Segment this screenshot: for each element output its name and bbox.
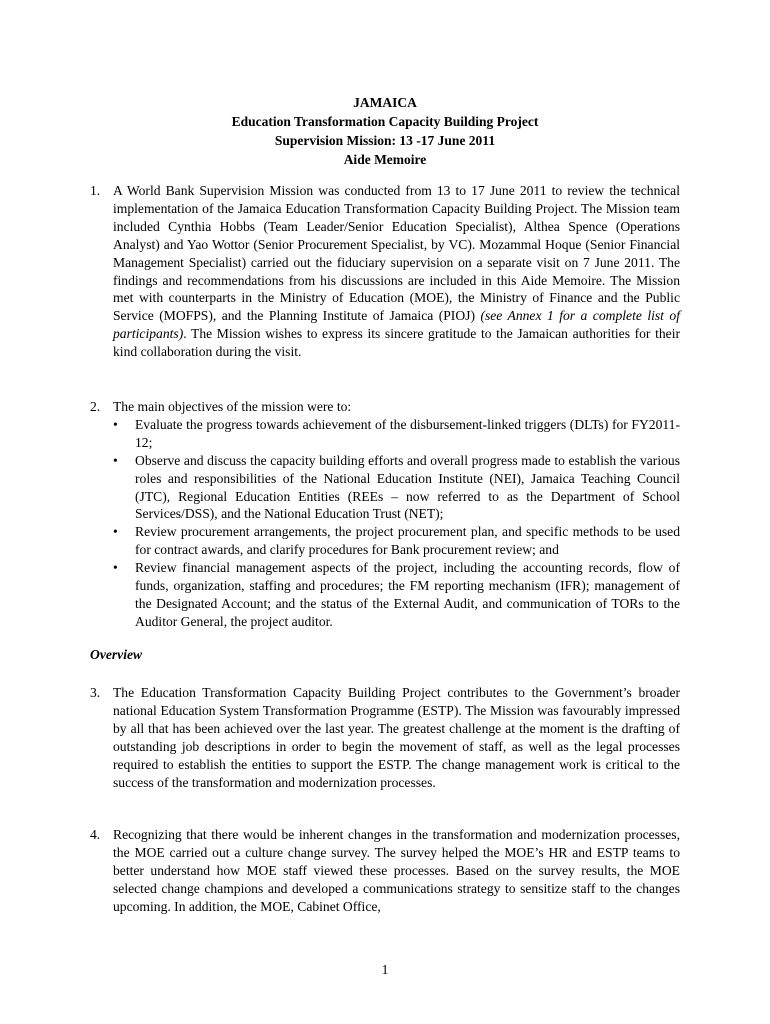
header-project-title: Education Transformation Capacity Building Project [231,114,539,129]
bullet-icon: • [113,560,118,576]
list-item: • Observe and discuss the capacity building efforts and overall progress made to establish the various roles and responsibilities of the National Education Institute (NEI), Jamaica Teaching Council (JTC), Regional Education Entities (REEs – now referred to as the Department of School Services/DSS), and the National Education Trust (NET); [113,452,680,522]
paragraph-number: 2. [90,399,101,414]
paragraph-text [113,182,680,361]
paragraph-intro: The main objectives of the mission were to: [113,399,352,414]
paragraph-text: Recognizing that there would be inherent changes in the transformation and modernization processes, the MOE carried out a culture change survey. The survey helped the MOE’s HR and ESTP teams to better understand how MOE staff viewed these processes. Based on the survey results, the MOE selected change champions and developed a communications strategy to sensitize staff to the changes upcoming. In addition, the MOE, Cabinet Office, [113,827,680,914]
list-item: • Evaluate the progress towards achievement of the disbursement-linked triggers (DLTs) for FY2011-12; [113,416,680,450]
header-country: JAMAICA [353,95,417,110]
annex-reference: (see Annex 1 for a complete list of participants) [113,308,680,342]
bullet-icon: • [113,452,118,468]
list-item: • Review financial management aspects of the project, including the accounting records, flow of funds, organization, staffing and procedures; the FM reporting mechanism (IFR); management of the Designated Account; and the status of the External Audit, and communication of TORs to the Auditor General, the project auditor. [113,560,680,629]
objectives-list [90,416,680,631]
document-header [0,93,770,169]
paragraph-3 [90,684,680,791]
section-heading-overview: Overview [90,647,143,662]
paragraph-text: The Education Transformation Capacity Building Project contributes to the Government’s broader national Education System Transformation Programme (ESTP). The Mission was favourably impressed by all that has been achieved over the last year. The greatest challenge at the moment is the drafting of outstanding job descriptions in order to begin the movement of staff, as well as the legal processes required to establish the entities to support the ESTP. The change management work is critical to the success of the transformation and modernization processes. [113,685,680,790]
paragraph-text-a: A World Bank Supervision Mission was conducted from 13 to 17 June 2011 to review the technical implementation of the Jamaica Education Transformation Capacity Building Project. The Mission team included Cynthia Hobbs (Team Leader/Senior Education Specialist), Althea Spence (Operations Analyst) and Yao Wottor (Senior Procurement Specialist, by VC). Mozammal Hoque (Senior Financial Management Specialist) carried out the fiduciary supervision on a separate visit on 7 June 2011. The findings and recommendations from his discussions are included in this Aide Memoire. The Mission met with counterparts in the Ministry of Education (MOE), the Ministry of Finance and the Public Service (MOFPS), and the Planning Institute of Jamaica (PIOJ) [113,183,680,324]
header-document-type: Aide Memoire [343,152,427,167]
paragraph-number: 1. [90,183,101,198]
paragraph-4 [90,826,680,916]
paragraph-1 [90,182,680,361]
paragraph-2 [90,398,680,631]
bullet-icon: • [113,524,118,540]
header-mission-dates: Supervision Mission: 13 -17 June 2011 [274,133,496,148]
page-number: 1 [381,962,389,977]
paragraph-number: 4. [90,827,101,842]
bullet-icon: • [113,416,118,432]
paragraph-text-b: . The Mission wishes to express its sincere gratitude to the Jamaican authorities for their kind collaboration during the visit. [113,326,680,360]
paragraph-number: 3. [90,685,101,700]
list-item: • Review procurement arrangements, the project procurement plan, and specific methods to be used for contract awards, and clarify procedures for Bank procurement review; and [113,524,680,558]
